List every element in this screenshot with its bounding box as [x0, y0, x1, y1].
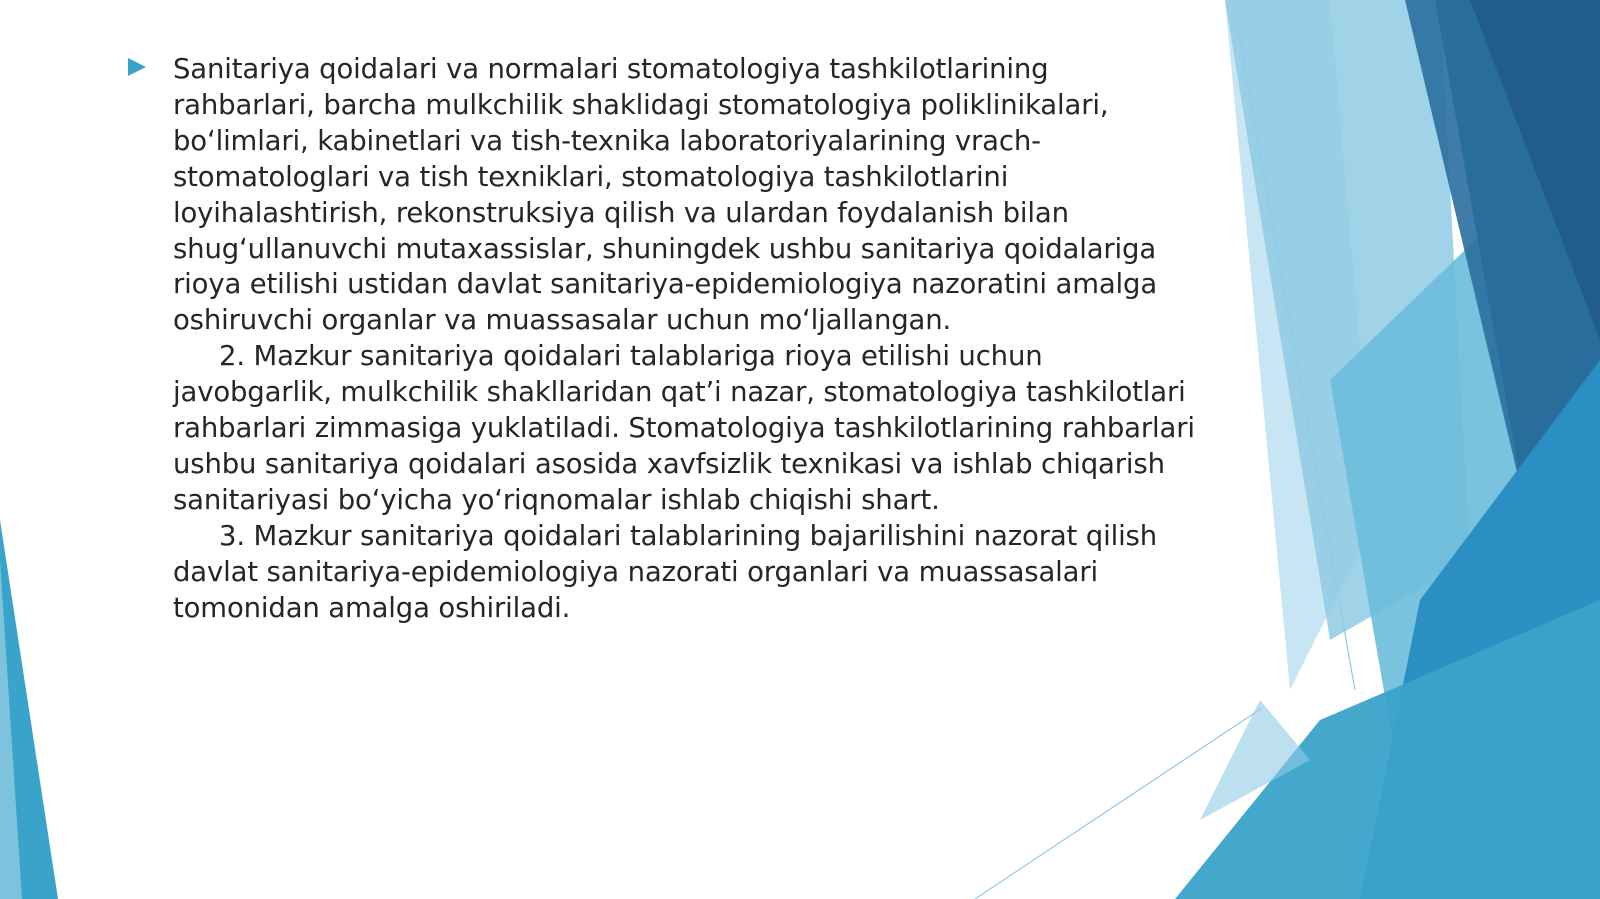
slide-content: [128, 52, 1198, 627]
paragraph-1: Sanitariya qoidalari va normalari stomatologiya tashkilotlarining rahbarlari, barcha mulkchilik shaklidagi stomatologiya poliklinikalari, boʻlimlari, kabinetlari va tish-texnika laboratoriyalarining vrach-stomatologlari va tish texniklari, stomatologiya tashkilotlarini loyihalashtirish, rekonstruksiya qilish va ulardan foydalanish bilan shugʻullanuvchi mutaxassislar, shuningdek ushbu sanitariya qoidalariga rioya etilishi ustidan davlat sanitariya-epidemiologiya nazoratini amalga oshiruvchi organlar va muassasalar uchun moʻljallangan.: [173, 53, 1158, 337]
body-text: [173, 52, 1198, 627]
paragraph-2: 2. Mazkur sanitariya qoidalari talablariga rioya etilishi uchun javobgarlik, mulkchilik shakllaridan qat’i nazar, stomatologiya tashkilotlari rahbarlari zimmasiga yuklatiladi. Stomatologiya tashkilotlarining rahbarlari ushbu sanitariya qoidalari asosida xavfsizlik texnikasi va ishlab chiqarish sanitariyasi boʻyicha yoʻriqnomalar ishlab chiqishi shart.: [173, 340, 1195, 516]
paragraph-3: 3. Mazkur sanitariya qoidalari talablarining bajarilishini nazorat qilish davlat sanitariya-epidemiologiya nazorati organlari va muassasalari tomonidan amalga oshiriladi.: [173, 519, 1158, 624]
triangle-bullet-icon: [128, 58, 146, 76]
